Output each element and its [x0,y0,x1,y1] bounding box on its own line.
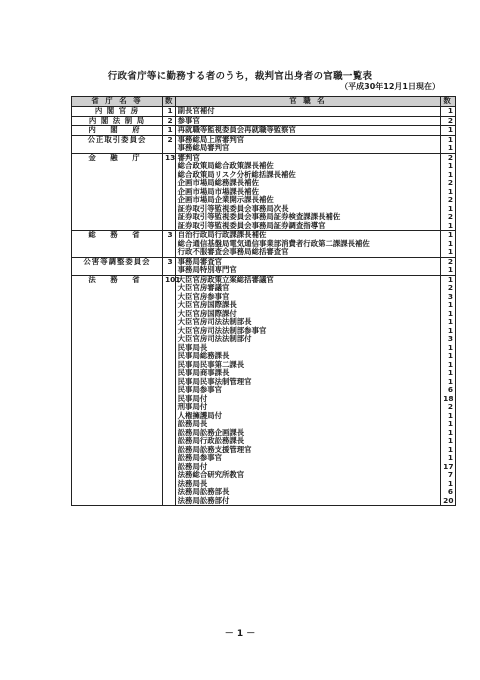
table-row [72,231,456,258]
page-number: － 1 － [224,629,256,639]
post-title: 大臣官房国際課付 [177,308,237,318]
post-count: 2 [447,212,453,221]
ministry-name: 総 務 省 [72,231,163,258]
ministry-count: 101 [162,275,175,506]
post-count: 1 [447,186,453,196]
post-count: 1 [447,325,453,335]
post-title: 審判官 [177,152,200,162]
post-count: 1 [447,419,453,428]
post-title: 企画市場局市場課長補佐 [177,186,259,196]
post-count: 1 [447,359,453,369]
post-count: 1 [447,317,453,326]
document-date: （平成30年12月1日現在） [340,82,440,91]
ministry-count: 1 [162,126,175,136]
ministry-name: 法 務 省 [72,275,163,506]
post-title: 証券取引等監視委員会事務局証券検査課課長補佐 [177,212,341,221]
ministry-name: 公正取引委員会 [72,135,163,153]
post-counts [441,231,456,258]
post-title: 大臣官房政策立案総括審議官 [177,274,274,284]
post-count: 1 [447,300,453,309]
ministry-name: 公害等調整委員会 [72,257,163,275]
post-count: 1 [447,134,453,144]
post-count: 1 [447,220,453,230]
table-row [72,275,456,506]
post-title: 民事局民事法制管理官 [177,376,252,386]
post-count: 1 [447,161,453,170]
ministry-name: 内 閣 官 房 [72,107,163,117]
post-count: 1 [447,427,453,437]
post-count: 2 [447,283,453,292]
post-count: 1 [447,376,453,386]
post-count: 1 [447,436,453,445]
post-title: 訟務局行政訟務課長 [177,436,245,445]
ministry-count: 3 [162,231,175,258]
post-count: 1 [447,444,453,454]
post-title: 事務総局上席審判官 [177,134,245,144]
table-row [72,126,456,136]
post-title: 大臣官房参事官 [177,291,230,301]
ministry-count: 2 [162,116,175,126]
table-row [72,153,456,231]
post-count: 1 [447,274,453,284]
post-title: 事務局審査官 [177,256,223,266]
post-count: 1 [447,308,453,318]
post-count: 1 [447,125,453,134]
post-title: 民事局商事課長 [177,368,230,377]
post-titles [175,275,441,506]
table-row [72,135,456,153]
post-count: 17 [443,461,454,471]
post-count: 2 [447,178,453,187]
header-count: 数 [162,97,175,107]
post-title: 総合通信基盤局電気通信事業部消費者行政第二課課長補佐 [177,238,370,248]
post-count: 20 [443,495,454,505]
post-title: 総合政策局リスク分析総括課長補佐 [177,169,296,179]
post-count: 1 [447,368,453,377]
post-title: 訟務局訟務支援管理官 [177,444,252,454]
officials-table [71,96,456,506]
table-body [72,107,456,506]
post-title: 副長官補付 [177,106,215,115]
post-count: 6 [447,385,453,394]
ministry-name: 内 閣 府 [72,126,163,136]
ministry-count: 13 [162,153,175,231]
post-title: 訟務局付 [177,461,208,471]
post-title: 民事局総務課長 [177,351,230,360]
post-count: 1 [447,247,453,256]
post-title: 民事局長 [177,342,208,352]
post-count: 1 [447,169,453,179]
post-title: 大臣官房国際課長 [177,300,237,309]
post-title: 訟務局長 [177,419,208,428]
table-header-row [72,97,456,107]
ministry-count: 1 [162,107,175,117]
post-title: 事務総局審判官 [177,143,230,152]
ministry-name: 金 融 庁 [72,153,163,231]
post-title: 人権擁護局付 [177,410,223,420]
post-title: 企画市場局総務課長補佐 [177,178,259,187]
document-title: 行政省庁等に勤務する者のうち，裁判官出身者の官職一覧表 [107,71,373,82]
post-title: 民事局参事官 [177,385,223,394]
post-count: 2 [447,115,453,125]
post-count: 1 [447,410,453,420]
post-titles [175,231,441,258]
post-count: 2 [447,256,453,266]
post-counts [441,153,456,231]
post-count: 1 [447,265,453,274]
post-counts [441,107,456,117]
post-title: 大臣官房司法法制部長 [177,317,252,326]
post-titles [175,257,441,275]
table-row [72,257,456,275]
post-title: 事務局特別専門官 [177,265,237,274]
post-title: 行政不服審査会事務局総括審査官 [177,247,289,256]
post-title: 訟務局参事官 [177,453,223,462]
post-count: 1 [447,342,453,352]
post-count: 1 [447,478,453,488]
post-count: 2 [447,402,453,411]
post-title: 自治行政局行政課課長補佐 [177,230,267,239]
post-title: 再就職等監視委員会再就職等監察官 [177,125,296,134]
post-title: 民事局民事第二課長 [177,359,245,369]
post-count: 7 [447,470,453,479]
post-count: 1 [447,106,453,115]
post-title: 刑事局付 [177,402,208,411]
post-count: 2 [447,195,453,204]
header-title: 官 職 名 [175,97,441,107]
post-count: 3 [447,334,453,343]
post-count: 1 [447,230,453,239]
post-title: 法務総合研究所教官 [177,470,245,479]
post-title: 証券取引等監視委員会事務局次長 [177,203,289,213]
post-title: 民事局付 [177,393,208,403]
post-titles [175,126,441,136]
post-title: 訟務局訟務企画課長 [177,427,245,437]
post-count: 1 [447,203,453,213]
post-counts [441,135,456,153]
post-count: 2 [447,152,453,162]
post-counts [441,126,456,136]
post-count: 1 [447,143,453,152]
post-title: 法務局訟務部付 [177,495,230,505]
post-count: 6 [447,487,453,496]
post-title: 大臣官房司法法制部参事官 [177,325,267,335]
header-ministry: 省 庁 名 等 [72,97,163,107]
post-title: 法務局訟務部長 [177,487,230,496]
header-num: 数 [441,97,456,107]
post-counts [441,275,456,506]
post-title: 法務局長 [177,478,208,488]
post-title: 大臣官房司法法制部付 [177,334,252,343]
post-count: 3 [447,291,453,301]
ministry-name: 内 閣 法 制 局 [72,116,163,126]
table-row [72,107,456,117]
post-title: 総合政策局総合政策課長補佐 [177,161,274,170]
post-count: 1 [447,453,453,462]
ministry-count: 2 [162,135,175,153]
post-titles [175,135,441,153]
post-title: 大臣官房審議官 [177,283,230,292]
post-count: 1 [447,351,453,360]
post-title: 企画市場局企業開示課長補佐 [177,195,274,204]
post-titles [175,107,441,117]
post-title: 参事官 [177,115,200,125]
post-titles [175,153,441,231]
post-counts [441,257,456,275]
post-count: 18 [443,393,454,403]
post-title: 証券取引等監視委員会事務局証券調査指導官 [177,220,326,230]
post-count: 1 [447,238,453,248]
ministry-count: 3 [162,257,175,275]
